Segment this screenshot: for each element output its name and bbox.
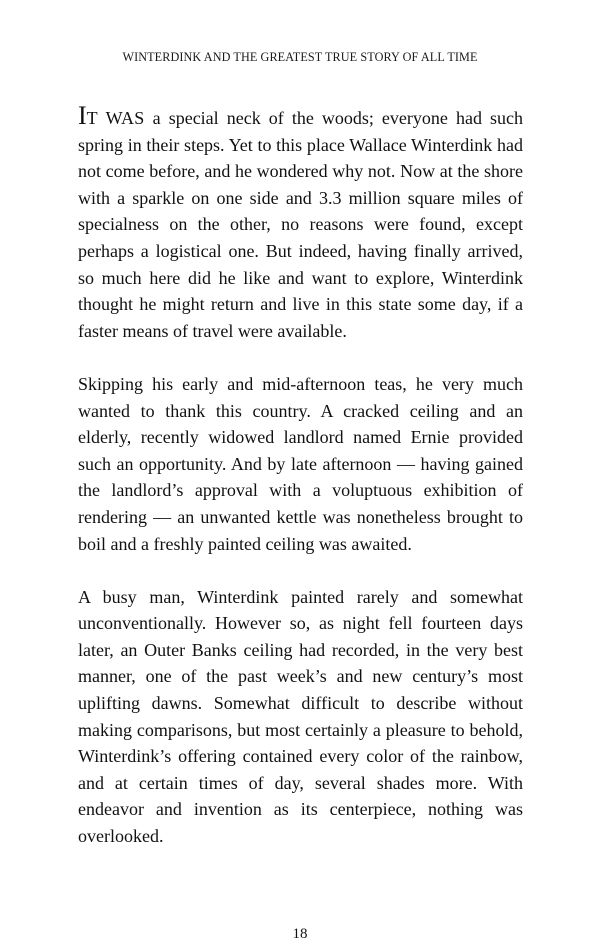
drop-cap: I bbox=[78, 101, 87, 130]
running-header: WINTERDINK AND THE GREATEST TRUE STORY OF ALL TIME bbox=[122, 50, 478, 64]
paragraph-1 bbox=[78, 103, 523, 344]
paragraph-3: A busy man, Winterdink painted rarely and somewhat unconventionally. However so, as night fell fourteen days later, an Outer Banks ceiling had recorded, in the very best manner, one of the past week’s and new century’s most uplifting dawns. Somewhat difficult to describe without making comparisons, but most certainly a pleasure to behold, Winterdink’s offering contained every color of the rainbow, and at certain times of day, several shades more. With endeavor and invention as its centerpiece, nothing was overlooked. bbox=[78, 586, 523, 847]
paragraph-2: Skipping his early and mid-afternoon teas, he very much wanted to thank this country. A cracked ceiling and an elderly, recently widowed landlord named Ernie provided such an opportunity. And by late afternoon — having gained the landlord’s approval with a voluptuous exhibition of rendering — an unwanted kettle was nonetheless brought to boil and a freshly painted ceiling was awaited. bbox=[78, 373, 523, 554]
body-text bbox=[78, 103, 523, 850]
paragraph-1-text: a special neck of the woods; everyone had such spring in their steps. Yet to this place Wallace Winterdink had not come before, and he wondered why not. Now at the shore with a sparkle on one side and 3.3 million square miles of specialness on the other, no reasons were found, except perhaps a logistical one. But indeed, having finally arrived, so much here did he like and want to explore, Winterdink thought he might return and live in this state some day, if a faster means of travel were available. bbox=[78, 108, 523, 341]
page-number: 18 bbox=[292, 926, 308, 942]
lead-in-small-caps: T WAS bbox=[86, 108, 145, 128]
